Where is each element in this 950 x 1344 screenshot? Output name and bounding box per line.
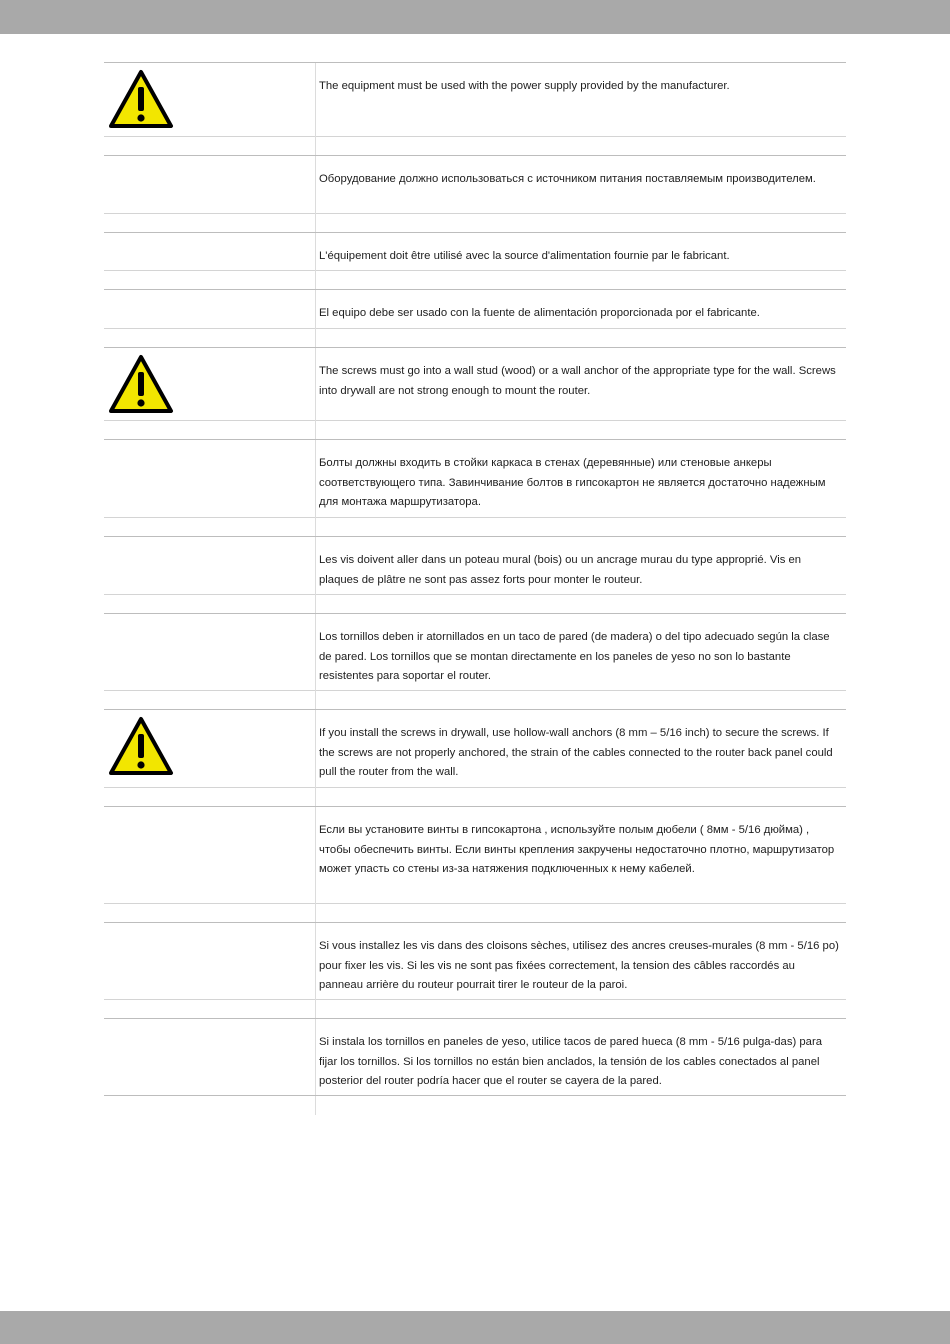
warning-triangle-icon <box>108 69 174 129</box>
warning-row-en <box>104 709 846 787</box>
safety-warnings-table <box>104 62 846 1096</box>
header-bar <box>0 0 950 34</box>
warning-text-fr: Si vous installez les vis dans des cloisons sèches, utilisez des ancres creuses-murales (8 mm - 5/16 po) pour fixer les vis. Si les vis ne sont pas fixées correctement, la tension des câbles raccordés au panneau arrière du routeur pourrait tirer le routeur de la paroi. <box>319 940 839 991</box>
row-spacer <box>104 999 846 1018</box>
row-spacer <box>104 213 846 232</box>
warning-text-es: El equipo debe ser usado con la fuente de alimentación proporcionada por el fabricante. <box>319 307 760 319</box>
row-spacer <box>104 420 846 439</box>
warning-row-ru <box>104 155 846 213</box>
row-spacer <box>104 903 846 922</box>
row-spacer <box>104 328 846 347</box>
warning-text-en: The screws must go into a wall stud (wood) or a wall anchor of the appropriate type for the wall. Screws into drywall are not strong enough to mount the router. <box>319 365 836 397</box>
warning-triangle-icon <box>108 716 174 776</box>
warning-row-es <box>104 289 846 328</box>
row-spacer <box>104 270 846 289</box>
warning-row-es <box>104 1018 846 1096</box>
warning-text-ru: Если вы установите винты в гипсокартона , используйте полым дюбели ( 8мм - 5/16 дюйма) , чтобы обеспечить винты. Если винты крепления закручены недостаточно плотно, маршрутизатор может упасть со стены из-за натяжения подключенных к нему кабелей. <box>319 824 835 875</box>
row-spacer <box>104 594 846 613</box>
row-spacer <box>104 517 846 536</box>
warning-text-en: The equipment must be used with the power supply provided by the manufacturer. <box>319 80 730 92</box>
row-spacer <box>104 136 846 155</box>
warning-text-es: Los tornillos deben ir atornillados en un taco de pared (de madera) o del tipo adecuado según la clase de pared. Los tornillos que se montan directamente en los paneles de yeso no son lo bastante resistentes para soportar el router. <box>319 631 830 682</box>
warning-text-fr: L'équipement doit être utilisé avec la source d'alimentation fournie par le fabricant. <box>319 250 730 262</box>
warning-text-ru: Оборудование должно использоваться с источником питания поставляемым производителем. <box>319 173 816 185</box>
warning-row-fr <box>104 922 846 999</box>
warning-row-fr <box>104 232 846 270</box>
row-spacer <box>104 787 846 806</box>
warning-text-en: If you install the screws in drywall, use hollow-wall anchors (8 mm – 5/16 inch) to secure the screws. If the screws are not properly anchored, the strain of the cables connected to the router back panel could pull the router from the wall. <box>319 727 833 778</box>
footer-bar <box>0 1311 950 1344</box>
warning-text-fr: Les vis doivent aller dans un poteau mural (bois) ou un ancrage murau du type approprié. Vis en plaques de plâtre ne sont pas assez forts pour monter le routeur. <box>319 554 802 586</box>
warning-row-en <box>104 62 846 136</box>
warning-text-es: Si instala los tornillos en paneles de yeso, utilice tacos de pared hueca (8 mm - 5/16 pulga-das) para fijar los tornillos. Si los tornillos no están bien anclados, la tensión de los cables conectados al panel posterior del router podría hacer que el router se cayera de la pared. <box>319 1036 822 1087</box>
warning-row-ru <box>104 806 846 903</box>
warning-triangle-icon <box>108 354 174 414</box>
warning-text-ru: Болты должны входить в стойки каркаса в стенах (деревянные) или стеновые анкеры соответствующего типа. Завинчивание болтов в гипсокартон не является достаточно надежным для монтажа маршрутизатора. <box>319 457 826 508</box>
warning-row-ru <box>104 439 846 517</box>
row-spacer <box>104 690 846 709</box>
warning-row-en <box>104 347 846 420</box>
warning-row-fr <box>104 536 846 594</box>
warning-row-es <box>104 613 846 690</box>
